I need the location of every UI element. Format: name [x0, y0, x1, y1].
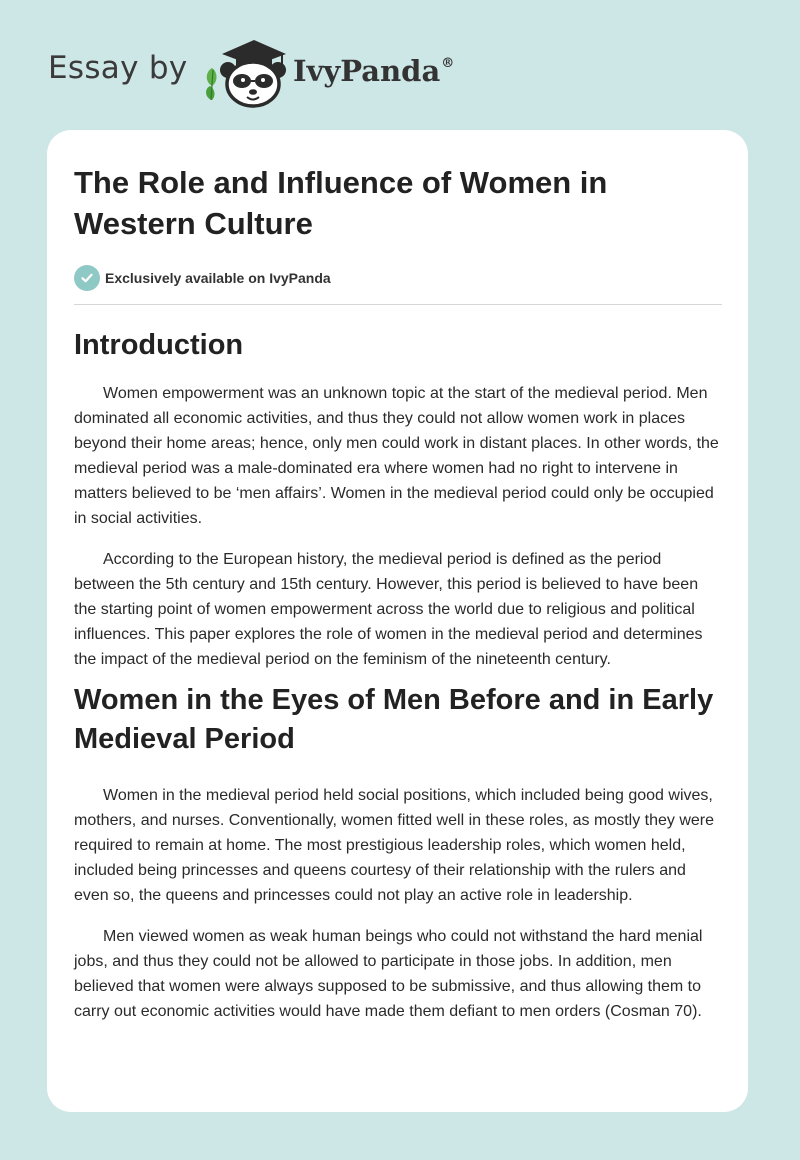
brand-name[interactable]: IvyPanda® — [293, 54, 455, 88]
exclusive-badge — [74, 264, 722, 292]
essay-by-label: Essay by — [48, 50, 188, 86]
divider — [74, 304, 722, 305]
paragraph: Women empowerment was an unknown topic at the start of the medieval period. Men dominated all economic activities, and thus they could not allow women work in places beyond their home areas; hence, only men could work in distant places. In other words, the medieval period was a male-dominated era where women had no right to intervene in matters believed to be ‘men affairs’. Women in the medieval period could only be occupied in social activities. — [74, 385, 719, 527]
paragraph: According to the European history, the medieval period is defined as the period between the 5th century and 15th century. However, this period is believed to have been the starting point of women empowerment across the world due to religious and political influences. This paper explores the role of women in the medieval period and determines the impact of the medieval period on the feminism of the nineteenth century. — [74, 551, 703, 668]
exclusive-label: Exclusively available on IvyPanda — [105, 270, 331, 286]
paragraph: Women in the medieval period held social positions, which included being good wives, mothers, and nurses. Conventionally, women fitted well in these roles, as mostly they were required to remain at home. The most prestigious leadership roles, which women held, included being princesses and queens courtesy of their relationship with the rulers and even so, the queens and princesses could not play an active role in leadership. — [74, 787, 714, 904]
panda-graduate-logo-icon[interactable] — [202, 34, 290, 110]
paragraph: Men viewed women as weak human beings who could not withstand the hard menial jobs, and thus they could not be allowed to participate in those jobs. In addition, men believed that women were always supposed to be submissive, and thus allowing them to carry out economic activities would have made them defiant to men orders (Cosman 70). — [74, 928, 703, 1020]
page-title: The Role and Influence of Women in Western Culture — [74, 165, 608, 241]
check-badge-icon — [74, 265, 100, 291]
essay-card — [47, 130, 748, 1112]
registered-mark: ® — [441, 56, 455, 71]
site-header — [48, 34, 468, 114]
section-heading-introduction: Introduction — [74, 329, 244, 361]
section-heading-women-in-eyes-of-men: Women in the Eyes of Men Before and in Early Medieval Period — [74, 684, 714, 755]
